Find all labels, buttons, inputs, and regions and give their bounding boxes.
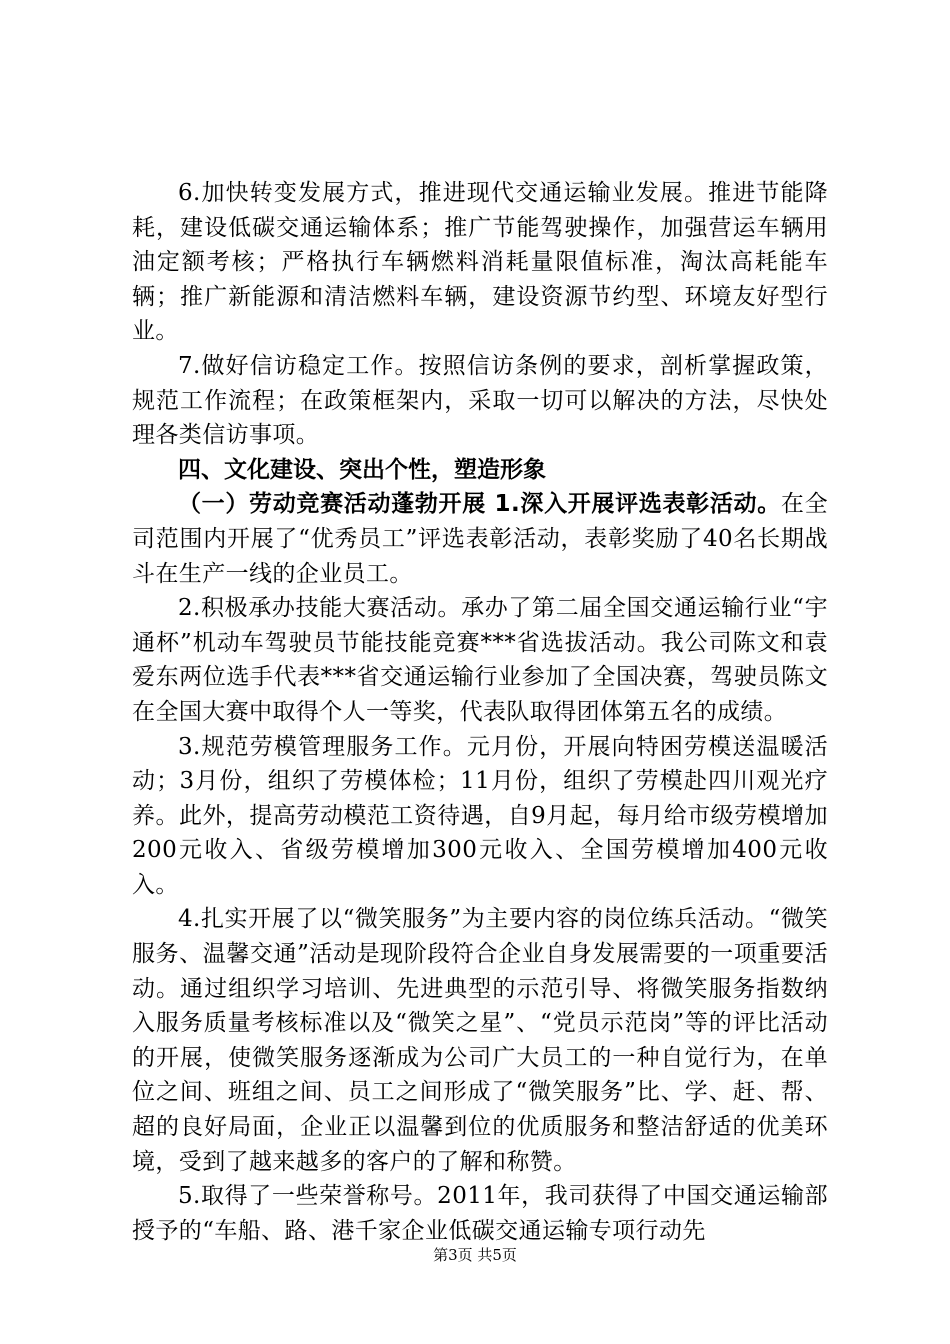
paragraph-6: 6.加快转变发展方式，推进现代交通运输业发展。推进节能降耗，建设低碳交通运输体系；推广节能驾驶操作，加强营运车辆用油定额考核；严格执行车辆燃料消耗量限值标准，淘汰高耗能车辆；推广新能源和清洁燃料车辆，建设资源节约型、环境友好型行业。: [132, 180, 828, 345]
paragraph-7: 7.做好信访稳定工作。按照信访条例的要求，剖析掌握政策，规范工作流程；在政策框架内，采取一切可以解决的方法，尽快处理各类信访事项。: [132, 352, 828, 449]
item-4-paragraph: 4.扎实开展了以“微笑服务”为主要内容的岗位练兵活动。“微笑服务、温馨交通”活动是现阶段符合企业自身发展需要的一项重要活动。通过组织学习培训、先进典型的示范引导、将微笑服务指数纳入服务质量考核标准以及“微笑之星”、“党员示范岗”等的评比活动的开展，使微笑服务逐渐成为公司广大员工的一种自觉行为，在单位之间、班组之间、员工之间形成了“微笑服务”比、学、赶、帮、超的良好局面，企业正以温馨到位的优质服务和整洁舒适的优美环境，受到了越来越多的客户的了解和称赞。: [132, 906, 828, 1175]
subsection-1-body: 在全司范围内开展了“优秀员工”评选表彰活动，表彰奖励了40名长期战斗在生产一线的企业员工。: [132, 491, 828, 587]
page-number-footer: 第3页 共5页: [433, 1246, 517, 1264]
item-5-paragraph: 5.取得了一些荣誉称号。2011年，我司获得了中国交通运输部授予的“车船、路、港千家企业低碳交通运输专项行动先: [132, 1183, 828, 1244]
subsection-1-lead: （一）劳动竞赛活动蓬勃开展 1.深入开展评选表彰活动。: [178, 491, 781, 518]
section-heading-4: 四、文化建设、突出个性，塑造形象: [178, 456, 546, 483]
item-2-paragraph: 2.积极承办技能大赛活动。承办了第二届全国交通运输行业“宇通杯”机动车驾驶员节能技能竞赛***省选拔活动。我公司陈文和袁爱东两位选手代表***省交通运输行业参加了全国决赛，驾驶员陈文在全国大赛中取得个人一等奖，代表队取得团体第五名的成绩。: [132, 595, 828, 725]
item-3-paragraph: 3.规范劳模管理服务工作。元月份，开展向特困劳模送温暖活动；3月份，组织了劳模体检；11月份，组织了劳模赴四川观光疗养。此外，提高劳动模范工资待遇，自9月起，每月给市级劳模增加200元收入、省级劳模增加300元收入、全国劳模增加400元收入。: [132, 733, 828, 898]
document-body: [132, 176, 828, 1248]
subsection-1-paragraph: [132, 487, 828, 591]
